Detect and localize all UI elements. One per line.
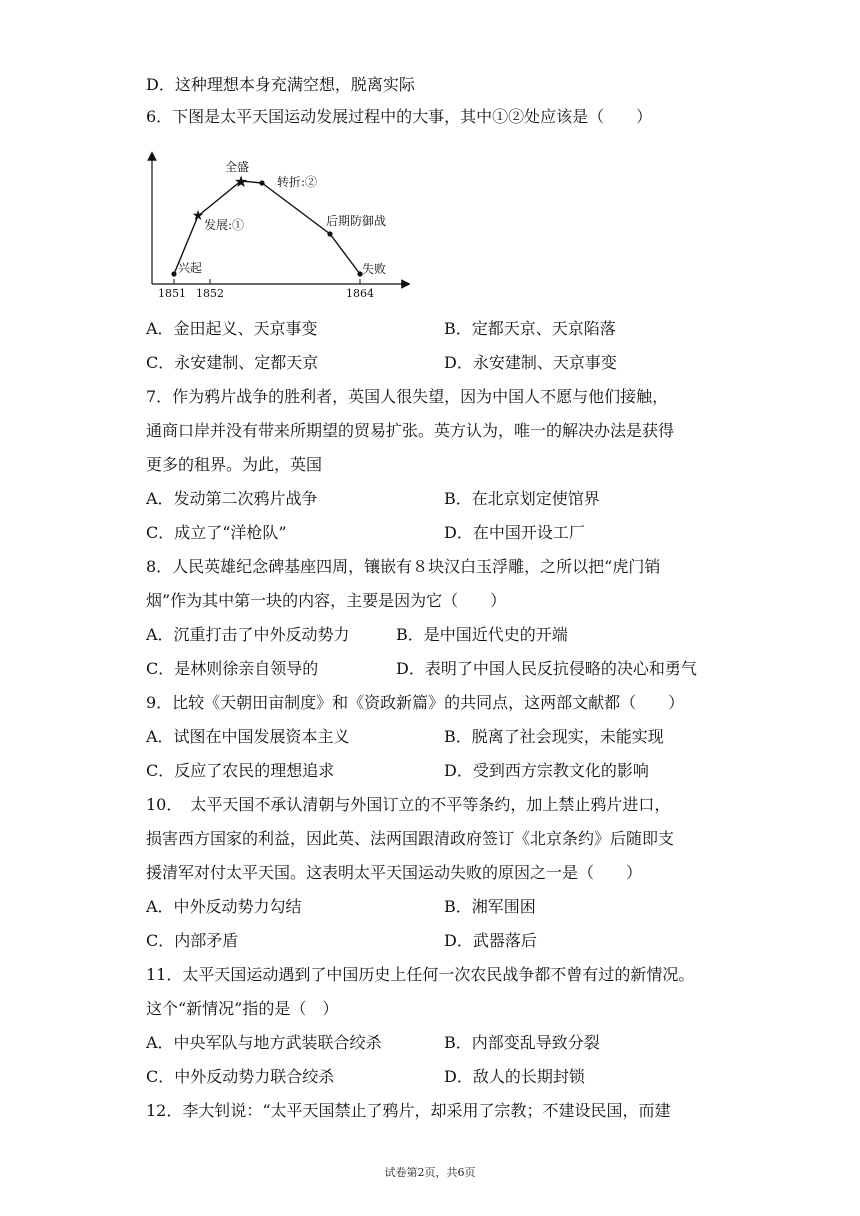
- point-peak-star: ★: [233, 172, 249, 191]
- q10-option-b: B．湘军围困: [444, 897, 536, 916]
- label-peak: 全盛: [225, 160, 250, 174]
- point-turn: [259, 180, 264, 185]
- year-1852: 1852: [196, 287, 224, 300]
- q10-option-a: A．中外反动势力勾结: [146, 897, 302, 916]
- q11-stem-line1: 11．太平天国运动遇到了中国历史上任何一次农民战争都不曾有过的新情况。: [146, 965, 695, 984]
- q11-option-b: B．内部变乱导致分裂: [444, 1033, 600, 1052]
- q10-stem-line2: 损害西方国家的利益，因此英、法两国跟清政府签订《北京条约》后随即支: [146, 829, 675, 848]
- point-develop-star: ★: [191, 208, 205, 224]
- q7-option-a: A．发动第二次鸦片战争: [146, 489, 318, 508]
- q9-stem: 9．比较《天朝田亩制度》和《资政新篇》的共同点，这两部文献都（ ）: [146, 693, 685, 712]
- q10-stem-line3: 援清军对付太平天国。这表明太平天国运动失败的原因之一是（ ）: [146, 863, 643, 882]
- point-rise: [171, 271, 176, 276]
- q6-option-a: A．金田起义、天京事变: [146, 319, 318, 338]
- q11-option-c: C．中外反动势力联合绞杀: [146, 1067, 335, 1086]
- q8-option-c: C．是林则徐亲自领导的: [146, 659, 319, 678]
- label-fail: 失败: [362, 262, 387, 276]
- q9-option-a: A．试图在中国发展资本主义: [146, 727, 350, 746]
- q10-stem-line1: 10． 太平天国不承认清朝与外国订立的不平等条约，加上禁止鸦片进口，: [146, 795, 671, 814]
- q10-option-c: C．内部矛盾: [146, 931, 239, 950]
- q8-option-a: A．沉重打击了中外反动势力: [146, 625, 350, 644]
- label-turn: 转折:②: [277, 175, 318, 189]
- q6-option-c: C．永安建制、定都天京: [146, 353, 319, 372]
- q8-stem-line2: 烟”作为其中第一块的内容，主要是因为它（ ）: [146, 591, 507, 610]
- q9-option-b: B．脱离了社会现实，未能实现: [444, 727, 664, 746]
- label-defense: 后期防御战: [326, 214, 387, 228]
- q7-stem-line1: 7．作为鸦片战争的胜利者，英国人很失望，因为中国人不愿与他们接触，: [146, 387, 669, 406]
- q9-option-c: C．反应了农民的理想追求: [146, 761, 335, 780]
- q11-option-a: A．中央军队与地方武装联合绞杀: [146, 1033, 382, 1052]
- q11-option-d: D．敌人的长期封锁: [444, 1067, 585, 1086]
- q7-stem-line3: 更多的租界。为此，英国: [146, 455, 323, 474]
- q5-option-d: D．这种理想本身充满空想，脱离实际: [146, 75, 415, 94]
- q10-option-d: D．武器落后: [444, 931, 537, 950]
- q8-option-d: D．表明了中国人民反抗侵略的决心和勇气: [396, 659, 697, 678]
- point-defense: [327, 231, 332, 236]
- page-footer: 试卷第2页，共6页: [384, 1166, 476, 1179]
- q7-option-d: D．在中国开设工厂: [444, 523, 585, 542]
- q7-option-b: B．在北京划定使馆界: [444, 489, 600, 508]
- label-rise: 兴起: [178, 261, 203, 275]
- q6-option-b: B．定都天京、天京陷落: [444, 319, 616, 338]
- q11-stem-line2: 这个“新情况”指的是（ ）: [146, 999, 339, 1018]
- year-1864: 1864: [346, 287, 374, 300]
- q8-stem-line1: 8．人民英雄纪念碑基座四周，镶嵌有８块汉白玉浮雕，之所以把“虎门销: [146, 557, 661, 576]
- q6-option-d: D．永安建制、天京事变: [444, 353, 617, 372]
- q7-stem-line2: 通商口岸并没有带来所期望的贸易扩张。英方认为，唯一的解决办法是获得: [146, 421, 675, 440]
- q6-stem: 6．下图是太平天国运动发展过程中的大事，其中①②处应该是（ ）: [146, 107, 653, 126]
- q8-option-b: B．是中国近代史的开端: [396, 625, 568, 644]
- q12-stem: 12．李大钊说：“太平天国禁止了鸦片，却采用了宗教；不建设民国，而建: [146, 1101, 671, 1120]
- taiping-timeline-diagram: [140, 148, 410, 300]
- q7-option-c: C．成立了“洋枪队”: [146, 523, 287, 542]
- q9-option-d: D．受到西方宗教文化的影响: [444, 761, 649, 780]
- label-develop: 发展:①: [204, 218, 245, 232]
- year-1851: 1851: [158, 287, 186, 300]
